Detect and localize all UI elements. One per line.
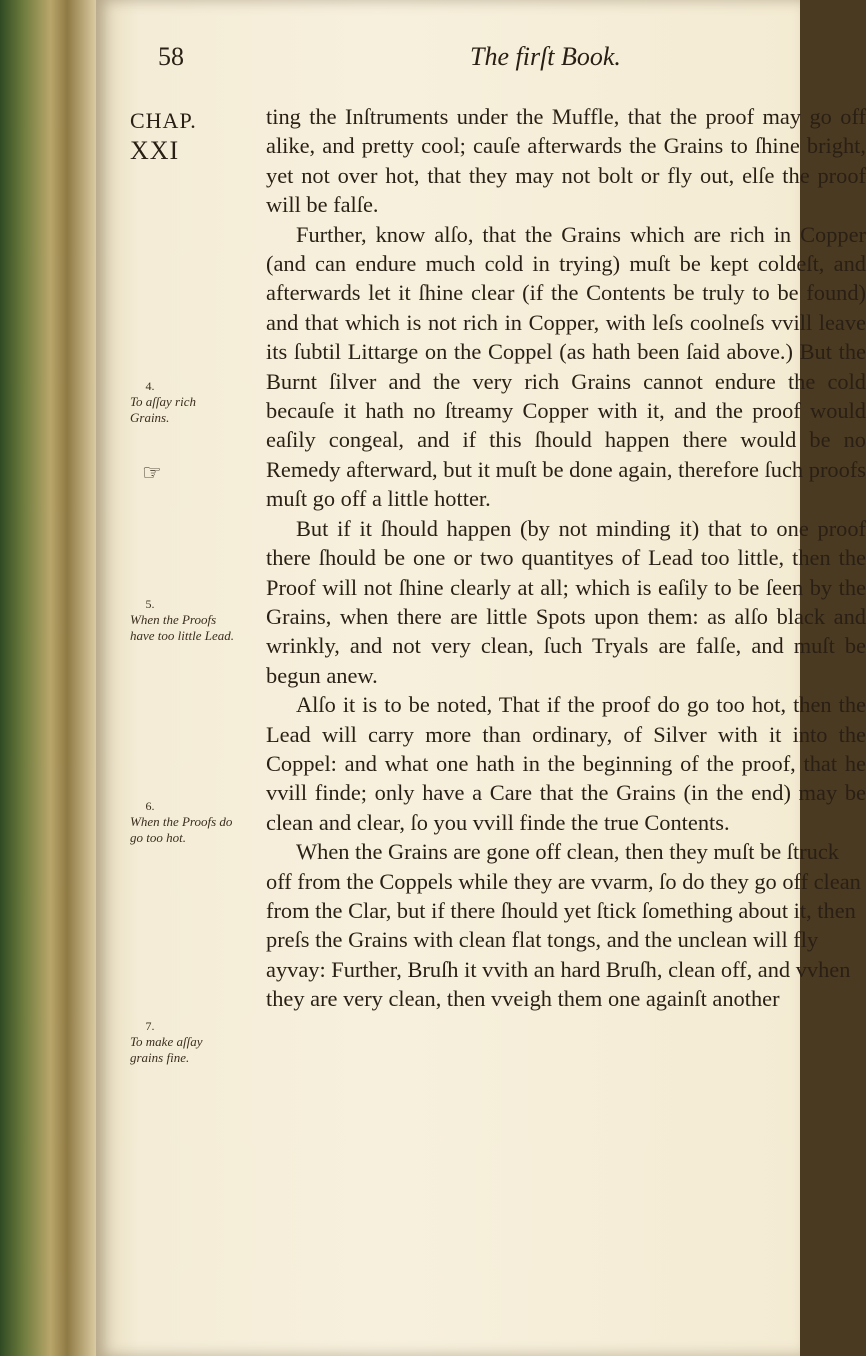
paragraph: Alſo it is to be noted, That if the proof do go too hot, then the Lead will carry more than ordinary, of Silver with it into the Coppel: and what one hath in the beginning of the proof, that he vvill finde; only have a Care that the Grains (in the end) may be clean and clear, ſo you vvill finde the true Contents. [266,692,866,835]
margin-note-6 [130,798,238,846]
margin-note-text: When the Proofs have too little Lead. [130,612,234,643]
paragraph: Further, know alſo, that the Grains which are rich in Copper (and can endure much cold in trying) muſt be kept coldeſt, and afterwards let it ſhine clear (if the Contents be truly to be found) and that which is not rich in Copper, with leſs coolneſs vvill leave its ſubtil Littarge on the Coppel (as hath been ſaid above.) But the Burnt ſilver and the very rich Grains cannot endure the cold becauſe it hath no ſtreamy Copper with it, and the proof would eaſily congeal, and if this ſhould happen there would be no Remedy afterward, but it muſt be done again, therefore ſuch proofs muſt go off a little hotter. [266,221,866,512]
book-page [96,0,866,1356]
margin-note-text: When the Proofs do go too hot. [130,814,233,845]
chapter-word: CHAP. [130,108,197,133]
margin-note-number: 6. [145,799,155,813]
paragraph: But if it ſhould happen (by not minding it) that to one proof there ſhould be one or two quantityes of Lead too little, then the Proof will not ſhine clearly at all; which is eaſily to be ſeen by the Grains, when there are little Spots upon them: as alſo black and wrinkly, and not very clean, ſuch Tryals are falſe, and muſt be begun anew. [266,515,866,688]
page-header [96,40,800,80]
body-text [266,102,866,1014]
paragraph: ting the Inſtruments under the Muffle, that the proof may go off alike, and pretty cool; cauſe afterwards the Grains to ſhine bright, yet not over hot, that they may not bolt or fly out, elſe the proof will be falſe. [266,104,866,218]
margin-note-text: To aſſay rich Grains. [130,394,196,425]
margin-note-text: To make aſſay grains fine. [130,1034,203,1065]
pointing-hand-icon: ☞ [142,460,162,485]
margin-note-5 [130,596,238,644]
page-number: 58 [158,42,184,71]
margin-note-number: 4. [145,379,155,393]
paragraph: When the Grains are gone off clean, then they muſt be ſtruck off from the Coppels while they are vvarm, ſo do they go off clean from the Clar, but if there ſhould yet ſtick ſomething about it, then preſs the Grains with clean flat tongs, and the unclean will fly ayvay: Further, Bruſh it vvith an hard Bruſh, clean off, and vvhen they are very clean, then vveigh them one againſt another [266,839,861,1012]
margin-note-7 [130,1018,238,1066]
chapter-numeral: XXI [130,136,180,165]
margin-note-number: 7. [145,1019,155,1033]
chapter-label [130,106,197,166]
margin-note-number: 5. [145,597,155,611]
margin-note-4 [130,378,238,426]
running-head: The firſt Book. [470,42,621,71]
